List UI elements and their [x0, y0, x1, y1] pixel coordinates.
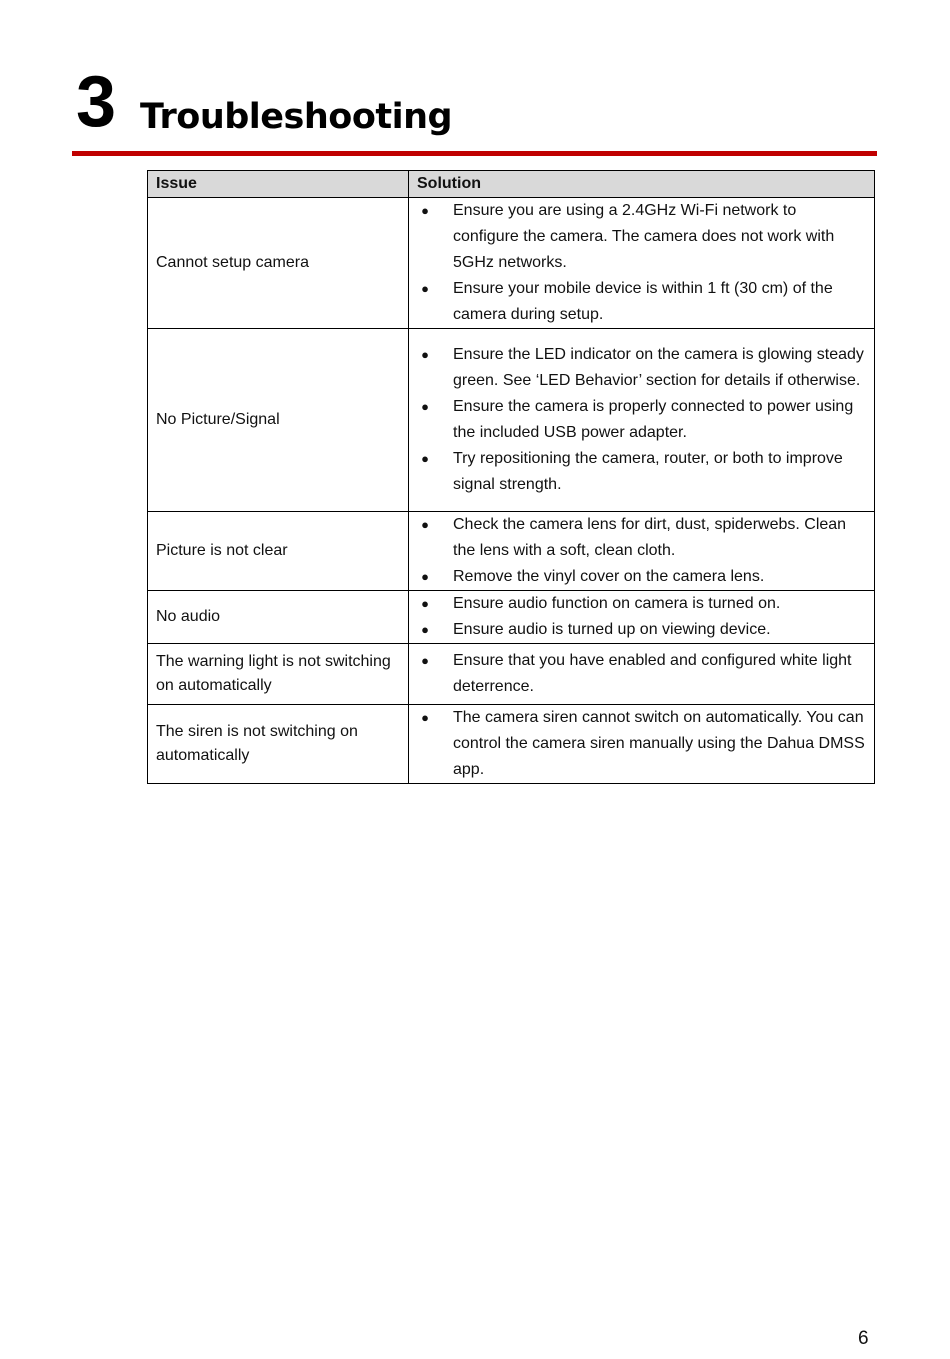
solution-list [409, 198, 866, 328]
bullet-icon: ● [421, 203, 429, 218]
solution-cell [409, 329, 875, 512]
issue-cell: No audio [148, 591, 409, 644]
table-row [148, 329, 875, 512]
bullet-icon: ● [421, 710, 429, 725]
solution-text: Ensure audio function on camera is turned on. [453, 595, 781, 612]
solution-text: Ensure that you have enabled and configured white light deterrence. [453, 652, 852, 695]
bullet-icon: ● [421, 596, 429, 611]
bullet-icon: ● [421, 517, 429, 532]
list-item [409, 342, 866, 394]
list-item [409, 564, 866, 590]
table-row [148, 591, 875, 644]
troubleshooting-table [147, 170, 875, 784]
issue-cell: No Picture/Signal [148, 329, 409, 512]
solution-cell [409, 198, 875, 329]
header-issue: Issue [148, 171, 409, 198]
solution-text: Ensure your mobile device is within 1 ft (30 cm) of the camera during setup. [453, 280, 833, 323]
table-row [148, 705, 875, 784]
solution-list [409, 591, 866, 643]
bullet-icon: ● [421, 451, 429, 466]
table-row [148, 644, 875, 705]
solution-cell [409, 591, 875, 644]
table-row [148, 198, 875, 329]
solution-text: The camera siren cannot switch on automatically. You can control the camera siren manually using the Dahua DMSS app. [453, 709, 865, 778]
page-number: 6 [858, 1328, 869, 1349]
solution-text: Check the camera lens for dirt, dust, spiderwebs. Clean the lens with a soft, clean cloth. [453, 516, 847, 559]
list-item [409, 276, 866, 328]
list-item [409, 446, 866, 498]
solution-cell [409, 644, 875, 705]
bullet-icon: ● [421, 622, 429, 637]
solution-list [409, 512, 866, 590]
list-item [409, 198, 866, 276]
solution-text: Ensure audio is turned up on viewing device. [453, 621, 771, 638]
bullet-icon: ● [421, 653, 429, 668]
chapter-title: Troubleshooting [140, 97, 453, 137]
bullet-icon: ● [421, 281, 429, 296]
issue-cell: Picture is not clear [148, 512, 409, 591]
list-item [409, 617, 866, 643]
heading-rule [72, 151, 877, 156]
solution-text: Ensure the camera is properly connected to power using the included USB power adapter. [453, 398, 854, 441]
list-item [409, 394, 866, 446]
bullet-icon: ● [421, 569, 429, 584]
bullet-icon: ● [421, 347, 429, 362]
solution-list [409, 342, 866, 498]
bullet-icon: ● [421, 399, 429, 414]
solution-text: Try repositioning the camera, router, or both to improve signal strength. [453, 450, 843, 493]
list-item [409, 705, 866, 783]
issue-cell: Cannot setup camera [148, 198, 409, 329]
issue-cell: The siren is not switching on automatically [148, 705, 409, 784]
list-item [409, 512, 866, 564]
issue-cell: The warning light is not switching on automatically [148, 644, 409, 705]
solution-text: Ensure you are using a 2.4GHz Wi-Fi network to configure the camera. The camera does not work with 5GHz networks. [453, 202, 835, 271]
solution-list [409, 648, 866, 700]
solution-text: Ensure the LED indicator on the camera is glowing steady green. See ‘LED Behavior’ section for details if otherwise. [453, 346, 864, 389]
chapter-number: 3 [76, 62, 117, 142]
solution-cell [409, 705, 875, 784]
table-header-row [148, 171, 875, 198]
solution-cell [409, 512, 875, 591]
header-solution: Solution [409, 171, 875, 198]
list-item [409, 648, 866, 700]
solution-text: Remove the vinyl cover on the camera lens. [453, 568, 765, 585]
table-row [148, 512, 875, 591]
solution-list [409, 705, 866, 783]
list-item [409, 591, 866, 617]
